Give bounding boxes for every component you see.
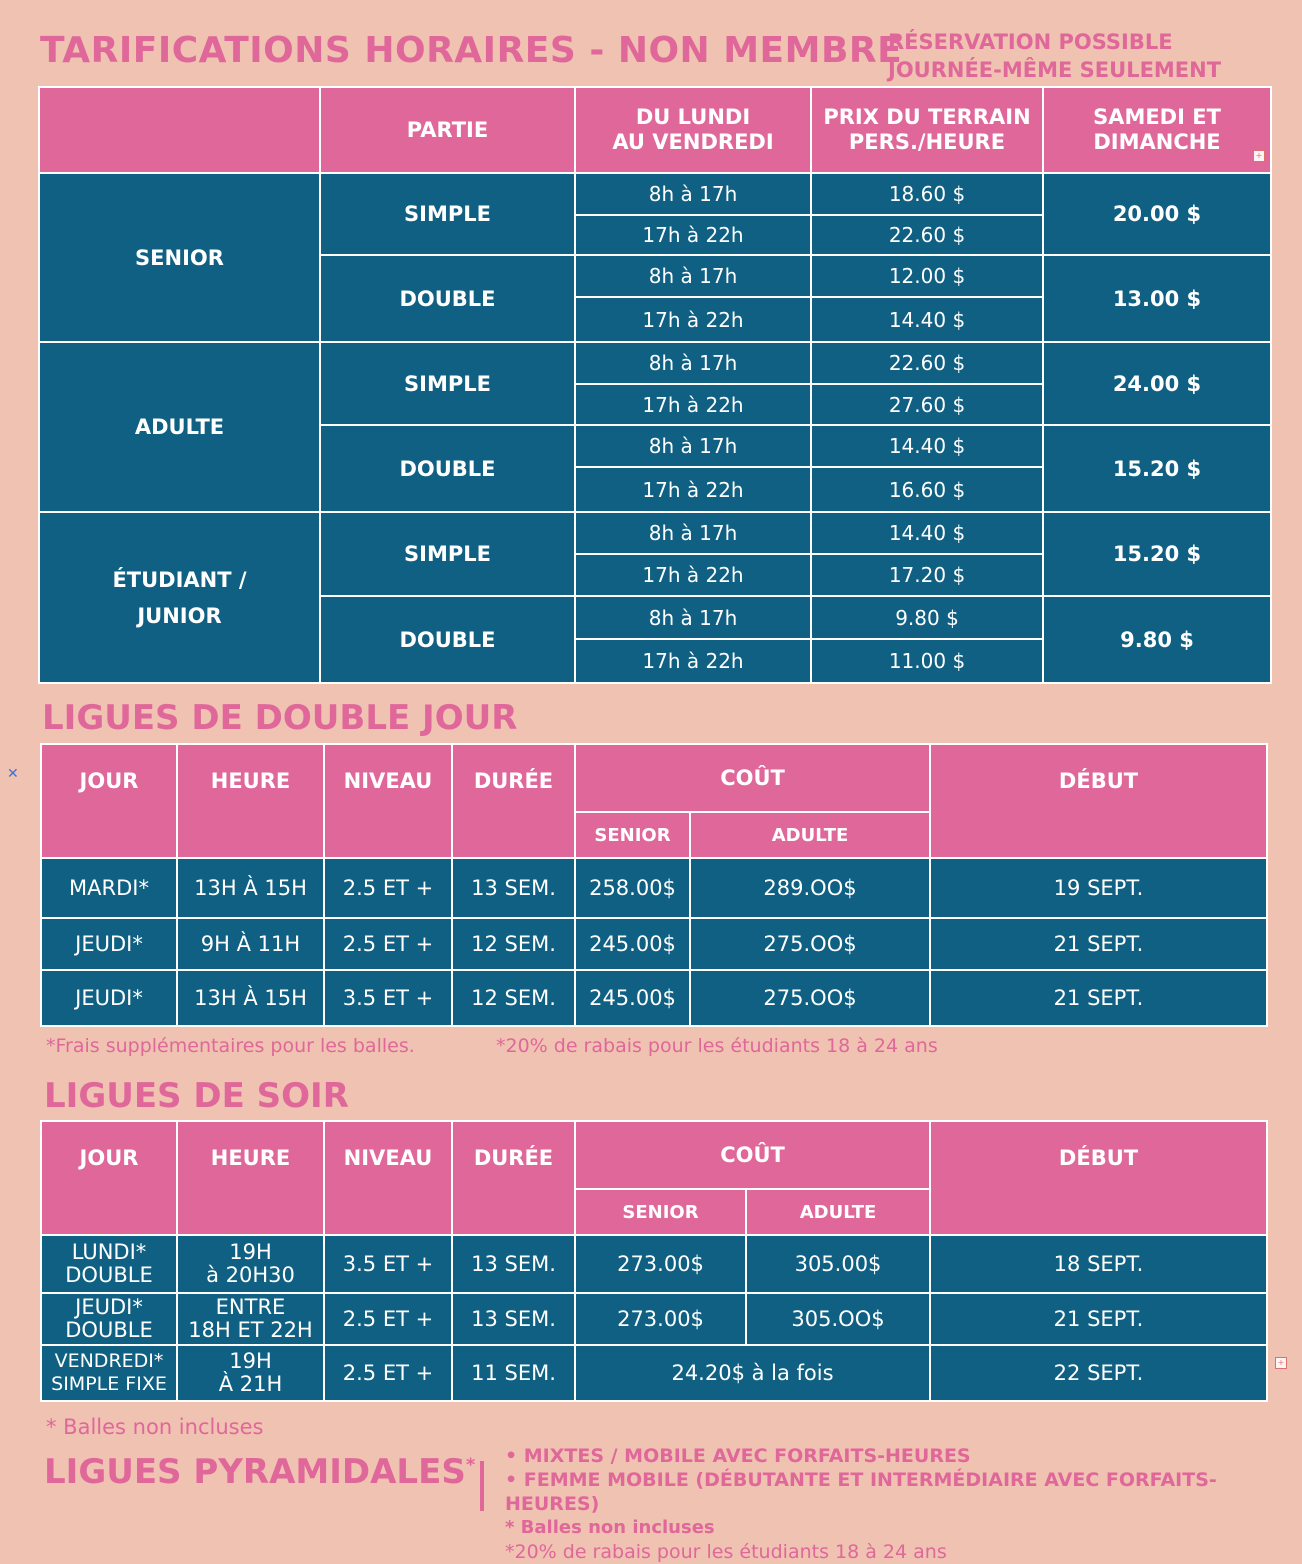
cell-heure: ENTRE 18H ET 22H xyxy=(177,1293,324,1345)
header-weekend: SAMEDI ET DIMANCHE xyxy=(1043,87,1271,173)
day-leagues-title: LIGUES DE DOUBLE JOUR xyxy=(42,698,518,738)
header-duree: DURÉE xyxy=(452,744,575,858)
pyramid-leagues-title: LIGUES PYRAMIDALES* xyxy=(44,1452,476,1492)
cell-adulte: 289.OO$ xyxy=(690,858,930,918)
cell-duree: 12 SEM. xyxy=(452,918,575,970)
list-item: * Balles non incluses xyxy=(505,1517,715,1538)
cell-senior: 245.00$ xyxy=(575,918,690,970)
header-jour: JOUR xyxy=(41,1121,177,1235)
reservation-line-1: RÉSERVATION POSSIBLE xyxy=(888,30,1173,54)
time-cell: 17h à 22h xyxy=(575,467,811,512)
cell-debut: 21 SEPT. xyxy=(930,1293,1267,1345)
time-cell: 8h à 17h xyxy=(575,342,811,384)
weekend-price-cell: 9.80 $ xyxy=(1043,596,1271,683)
price-cell: 22.60 $ xyxy=(811,215,1043,255)
balls-not-included-note: * Balles non incluses xyxy=(46,1415,264,1439)
header-empty xyxy=(39,87,320,173)
cell-adulte: 275.OO$ xyxy=(690,970,930,1026)
weekend-price-cell: 15.20 $ xyxy=(1043,512,1271,596)
cell-heure: 13H À 15H xyxy=(177,970,324,1026)
price-cell: 9.80 $ xyxy=(811,596,1043,639)
cell-niveau: 2.5 ET + xyxy=(324,918,452,970)
time-cell: 8h à 17h xyxy=(575,596,811,639)
group-etudiant-junior: ÉTUDIANT / JUNIOR xyxy=(39,512,320,683)
cell-duree: 13 SEM. xyxy=(452,1293,575,1345)
weekend-price-cell: 13.00 $ xyxy=(1043,255,1271,342)
reservation-line-2: JOURNÉE-MÊME SEULEMENT xyxy=(888,58,1222,82)
header-senior: SENIOR xyxy=(575,1189,746,1235)
hourly-rates-table xyxy=(38,86,1272,684)
header-niveau: NIVEAU xyxy=(324,1121,452,1235)
divider xyxy=(480,1461,484,1511)
cell-heure: 9H À 11H xyxy=(177,918,324,970)
cell-niveau: 2.5 ET + xyxy=(324,1293,452,1345)
time-cell: 17h à 22h xyxy=(575,215,811,255)
cell-jour: JEUDI* DOUBLE xyxy=(41,1293,177,1345)
price-cell: 14.40 $ xyxy=(811,297,1043,342)
time-cell: 8h à 17h xyxy=(575,512,811,554)
cell-heure: 13H À 15H xyxy=(177,858,324,918)
cell-cout-per-session: 24.20$ à la fois xyxy=(575,1345,930,1401)
header-adulte: ADULTE xyxy=(690,812,930,858)
reservation-note xyxy=(888,28,1221,84)
expand-icon[interactable]: + xyxy=(1275,1357,1287,1369)
price-cell: 11.00 $ xyxy=(811,639,1043,683)
group-senior: SENIOR xyxy=(39,173,320,342)
header-heure: HEURE xyxy=(177,1121,324,1235)
time-cell: 17h à 22h xyxy=(575,554,811,596)
time-cell: 8h à 17h xyxy=(575,255,811,297)
header-duree: DURÉE xyxy=(452,1121,575,1235)
cell-heure: 19H À 21H xyxy=(177,1345,324,1401)
list-item: • MIXTES / MOBILE AVEC FORFAITS-HEURES xyxy=(505,1445,971,1467)
close-icon[interactable]: ✕ xyxy=(7,766,19,782)
cell-jour: JEUDI* xyxy=(41,918,177,970)
time-cell: 8h à 17h xyxy=(575,173,811,215)
cell-debut: 22 SEPT. xyxy=(930,1345,1267,1401)
weekend-price-cell: 15.20 $ xyxy=(1043,425,1271,512)
group-adulte: ADULTE xyxy=(39,342,320,512)
cell-senior: 273.00$ xyxy=(575,1235,746,1293)
cell-niveau: 3.5 ET + xyxy=(324,1235,452,1293)
cell-debut: 21 SEPT. xyxy=(930,970,1267,1026)
price-cell: 14.40 $ xyxy=(811,425,1043,467)
header-senior: SENIOR xyxy=(575,812,690,858)
cell-senior: 258.00$ xyxy=(575,858,690,918)
header-niveau: NIVEAU xyxy=(324,744,452,858)
partie-cell: SIMPLE xyxy=(320,512,575,596)
weekend-price-cell: 24.00 $ xyxy=(1043,342,1271,425)
cell-debut: 19 SEPT. xyxy=(930,858,1267,918)
header-debut: DÉBUT xyxy=(930,744,1267,858)
cell-jour: LUNDI* DOUBLE xyxy=(41,1235,177,1293)
header-court-price: PRIX DU TERRAIN PERS./HEURE xyxy=(811,87,1043,173)
time-cell: 17h à 22h xyxy=(575,297,811,342)
cell-niveau: 2.5 ET + xyxy=(324,858,452,918)
cell-niveau: 3.5 ET + xyxy=(324,970,452,1026)
pyramid-leagues-list xyxy=(505,1444,1302,1564)
day-leagues-table xyxy=(40,743,1268,1027)
header-jour: JOUR xyxy=(41,744,177,858)
header-cout: COÛT xyxy=(575,1121,930,1189)
cell-senior: 273.00$ xyxy=(575,1293,746,1345)
cell-debut: 21 SEPT. xyxy=(930,918,1267,970)
cell-jour: MARDI* xyxy=(41,858,177,918)
partie-cell: DOUBLE xyxy=(320,425,575,512)
cell-jour: JEUDI* xyxy=(41,970,177,1026)
partie-cell: DOUBLE xyxy=(320,596,575,683)
student-discount-note: *20% de rabais pour les étudiants 18 à 24 ans xyxy=(496,1035,938,1057)
time-cell: 8h à 17h xyxy=(575,425,811,467)
price-cell: 16.60 $ xyxy=(811,467,1043,512)
list-item: • FEMME MOBILE (DÉBUTANTE ET INTERMÉDIAIRE AVEC FORFAITS-HEURES) xyxy=(505,1469,1217,1515)
header-partie: PARTIE xyxy=(320,87,575,173)
cell-adulte: 305.00$ xyxy=(746,1235,930,1293)
time-cell: 17h à 22h xyxy=(575,384,811,425)
cell-duree: 13 SEM. xyxy=(452,858,575,918)
evening-leagues-title: LIGUES DE SOIR xyxy=(44,1076,349,1116)
ball-fee-note: *Frais supplémentaires pour les balles. xyxy=(46,1035,415,1057)
partie-cell: SIMPLE xyxy=(320,173,575,255)
cell-debut: 18 SEPT. xyxy=(930,1235,1267,1293)
partie-cell: DOUBLE xyxy=(320,255,575,342)
cell-senior: 245.00$ xyxy=(575,970,690,1026)
price-cell: 18.60 $ xyxy=(811,173,1043,215)
cell-adulte: 275.OO$ xyxy=(690,918,930,970)
header-adulte: ADULTE xyxy=(746,1189,930,1235)
cell-heure: 19H à 20H30 xyxy=(177,1235,324,1293)
price-cell: 27.60 $ xyxy=(811,384,1043,425)
page-title: TARIFICATIONS HORAIRES - NON MEMBRE xyxy=(40,30,903,71)
header-weekdays: DU LUNDI AU VENDREDI xyxy=(575,87,811,173)
cell-adulte: 305.OO$ xyxy=(746,1293,930,1345)
time-cell: 17h à 22h xyxy=(575,639,811,683)
header-heure: HEURE xyxy=(177,744,324,858)
price-cell: 14.40 $ xyxy=(811,512,1043,554)
header-debut: DÉBUT xyxy=(930,1121,1267,1235)
cell-jour: VENDREDI* SIMPLE FIXE xyxy=(41,1345,177,1401)
list-item: *20% de rabais pour les étudiants 18 à 24 ans xyxy=(505,1541,947,1563)
cell-niveau: 2.5 ET + xyxy=(324,1345,452,1401)
price-cell: 17.20 $ xyxy=(811,554,1043,596)
partie-cell: SIMPLE xyxy=(320,342,575,425)
price-cell: 12.00 $ xyxy=(811,255,1043,297)
expand-icon[interactable]: + xyxy=(1253,150,1265,162)
header-cout: COÛT xyxy=(575,744,930,812)
price-cell: 22.60 $ xyxy=(811,342,1043,384)
evening-leagues-table xyxy=(40,1120,1268,1402)
weekend-price-cell: 20.00 $ xyxy=(1043,173,1271,255)
cell-duree: 12 SEM. xyxy=(452,970,575,1026)
cell-duree: 13 SEM. xyxy=(452,1235,575,1293)
cell-duree: 11 SEM. xyxy=(452,1345,575,1401)
